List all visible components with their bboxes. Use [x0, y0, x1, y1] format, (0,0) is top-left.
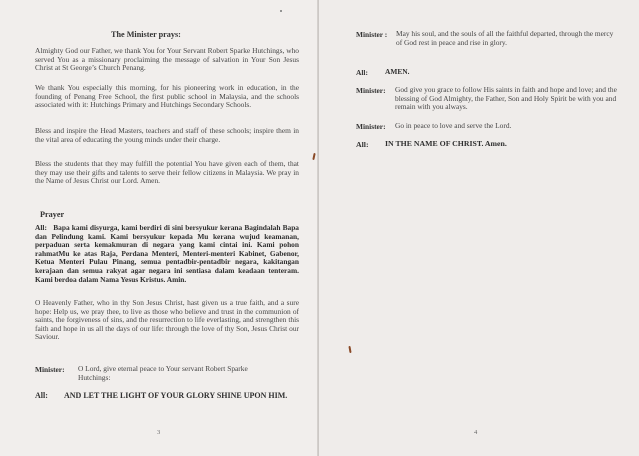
closing-response: IN THE NAME OF CHRIST. Amen. — [385, 139, 507, 148]
minister-text-1: May his soul, and the souls of all the faithful departed, through the mercy of God rest in peace and rise in glory. — [396, 29, 614, 47]
malay-prayer-text: Bapa kami disyurga, kami berdiri di sini bersyukur kerana Bagindalah Bapa dan Pelindung kami. Kami bersyukur kepada Mu kerana wujud keamanan, perpaduan serta kemakmuran di negara yang kami cintai ini. Kami pohon rahmatMu ke atas Raja, Perdana Menteri, Menteri-menteri Kabinet, Gabenor, Ketua Menteri Pulau Pinang, semua pentadbir-pentadbir negara, kakitangan kerajaan dan semua rakyat agar negara ini sentiasa dalam keadaan tenteram. Kami berdoa dalam Nama Yesus Kristus. Amin. — [35, 223, 300, 284]
stain-mark — [312, 153, 315, 160]
left-page — [0, 0, 318, 456]
page-number-4: 4 — [474, 429, 478, 436]
paragraph-2: We thank You especially this morning, for his pioneering work in education, in the founding of Penang Free School, the first public school in Malaysia, and the schools associated with it: Hutchings Primary and Hutchings Secondary Schools. — [35, 83, 299, 110]
minister-label-3: Minister: — [356, 122, 386, 131]
paragraph-1: Almighty God our Father, we thank You for Your Servant Robert Sparke Hutchings, who served You as a missionary proclaiming the message of salvation in Your Son Jesus Christ at St George’s Church Penang. — [35, 46, 299, 73]
minister-text-3: Go in peace to love and serve the Lord. — [395, 121, 512, 130]
all-response-text: AND LET THE LIGHT OF YOUR GLORY SHINE UPON HIM. — [64, 391, 288, 400]
paragraph-4: Bless the students that they may fulfill the potential You have given each of them, that they may use their gifts and talents to serve their fellow citizens in Malaysia. We pray in the Name of Jesus Christ our Lord. Amen. — [35, 159, 299, 186]
all-label-2: All: — [35, 391, 48, 400]
paragraph-5: O Heavenly Father, who in thy Son Jesus Christ, hast given us a true faith, and a sure hope: Help us, we pray thee, to live as those who believe and trust in the communion of saints, the forgiveness of sins, and the resurrection to life everlasting, and strengthen this faith and hope in us all the days of our life: through the love of thy Son, Jesus Christ our Saviour. — [35, 298, 299, 342]
all-label: All: — [35, 223, 47, 232]
minister-label-1: Minister : — [356, 30, 388, 39]
all-label-2: All: — [356, 140, 369, 149]
minister-label-2: Minister: — [356, 86, 386, 95]
malay-prayer — [35, 224, 299, 284]
amen-text: AMEN. — [385, 67, 410, 76]
paragraph-3: Bless and inspire the Head Masters, teachers and staff of these schools; inspire them in the vital area of educating the young minds under their charge. — [35, 126, 299, 144]
minister-text-2: God give you grace to follow His saints in faith and hope and love; and the blessing of God Almighty, the Father, Son and Holy Spirit be with you and remain with you always. — [395, 85, 617, 112]
minister-text: O Lord, give eternal peace to Your servant Robert Sparke Hutchings: — [78, 364, 248, 382]
all-label-1: All: — [356, 68, 368, 77]
minister-label: Minister: — [35, 365, 65, 374]
right-page — [319, 0, 639, 456]
prayer-heading: Prayer — [40, 210, 65, 219]
prayer-title: The Minister prays: — [111, 30, 181, 39]
page-number-3: 3 — [157, 429, 161, 436]
speck — [280, 10, 282, 12]
stain-mark-2 — [348, 346, 351, 353]
